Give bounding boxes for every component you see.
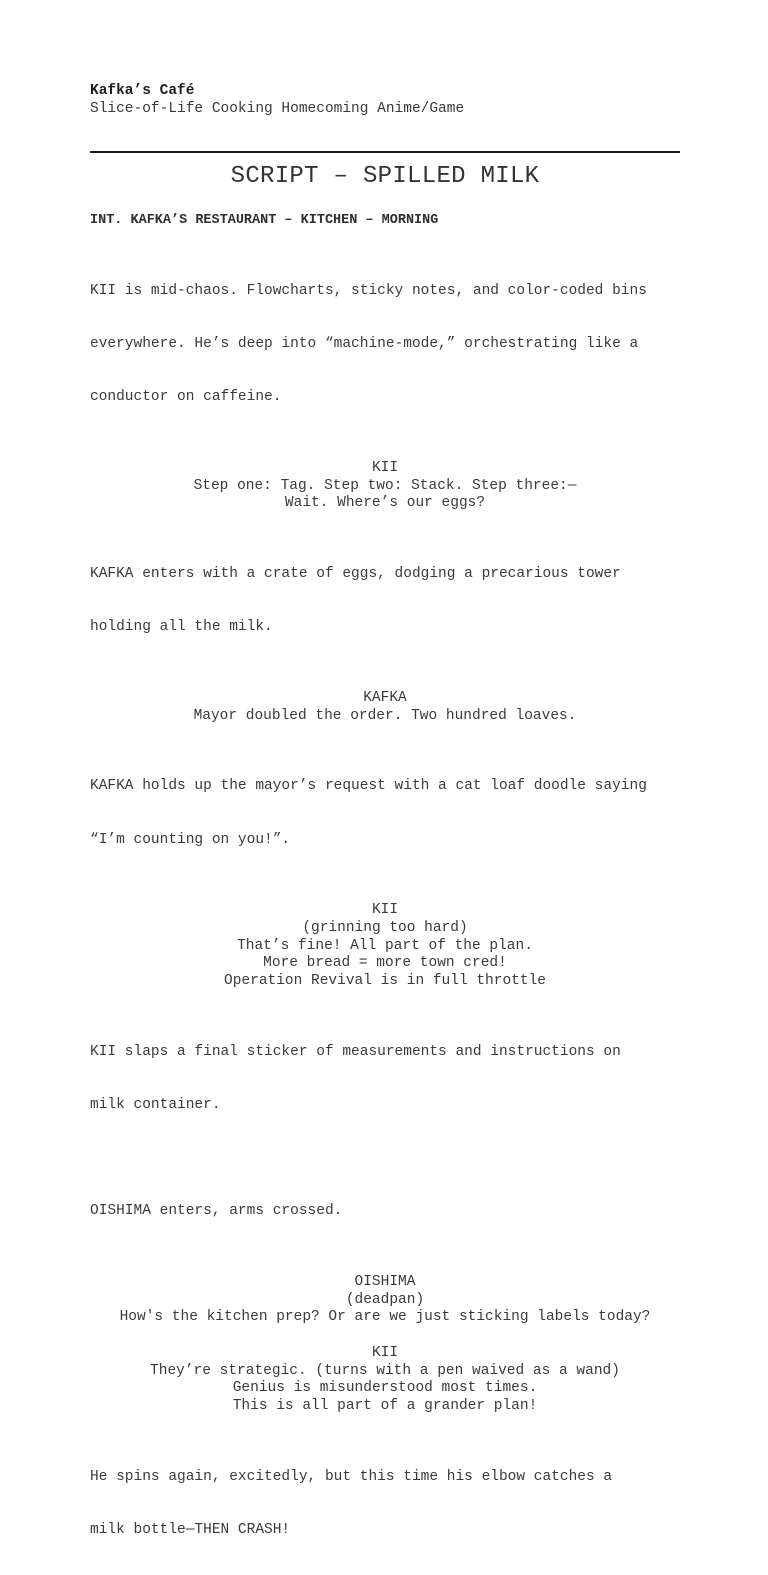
action-block <box>90 743 680 885</box>
dialogue-block <box>90 460 680 513</box>
scene-heading: INT. KAFKA’S RESTAURANT – KITCHEN – MORNING <box>90 213 439 228</box>
dialogue-line: This is all part of a grander plan! <box>232 1397 538 1414</box>
action-line: everywhere. He’s deep into “machine-mode,” orchestrating like a <box>90 335 639 352</box>
script-page <box>90 0 680 1538</box>
dialogue-line: Step one: Tag. Step two: Stack. Step three:— <box>193 477 577 494</box>
action-block <box>90 1433 680 1575</box>
action-line: OISHIMA enters, arms crossed. <box>90 1203 343 1220</box>
action-block <box>90 247 680 442</box>
project-title: Kafka’s Café <box>90 83 195 99</box>
dialogue-line: Genius is misunderstood most times. <box>232 1380 538 1397</box>
character-name: KAFKA <box>363 689 407 706</box>
script-body <box>90 212 680 1575</box>
dialogue-line: Mayor doubled the order. Two hundred loaves. <box>193 707 577 724</box>
dialogue-block <box>90 1274 680 1327</box>
dialogue-line: Operation Revival is in full throttle <box>224 973 546 990</box>
action-line: “I’m counting on you!”. <box>90 831 291 848</box>
action-line: holding all the milk. <box>90 619 273 636</box>
parenthetical: (deadpan) <box>345 1291 425 1308</box>
dialogue-line: More bread = more town cred! <box>263 955 507 972</box>
action-line: KAFKA enters with a crate of eggs, dodging a precarious tower <box>90 566 621 583</box>
action-line: milk container. <box>90 1097 221 1114</box>
action-line: KII is mid-chaos. Flowcharts, sticky notes, and color-coded bins <box>90 282 647 299</box>
character-name: OISHIMA <box>354 1274 416 1291</box>
project-subtitle: Slice-of-Life Cooking Homecoming Anime/Game <box>90 101 465 117</box>
script-title: SCRIPT – SPILLED MILK <box>230 163 540 190</box>
dialogue-block <box>90 902 680 991</box>
action-block <box>90 531 680 673</box>
dialogue-line: That’s fine! All part of the plan. <box>237 937 533 954</box>
document-header <box>90 82 464 118</box>
dialogue-line: How's the kitchen prep? Or are we just sticking labels today? <box>119 1309 651 1326</box>
action-line: conductor on caffeine. <box>90 389 282 406</box>
dialogue-line: Wait. Where’s our eggs? <box>284 495 486 512</box>
action-line: KII slaps a final sticker of measurements and instructions on <box>90 1043 621 1060</box>
character-name: KII <box>371 459 399 476</box>
action-line: KAFKA holds up the mayor’s request with a cat loaf doodle saying <box>90 778 647 795</box>
character-name: KII <box>371 902 399 919</box>
header-divider <box>90 151 680 153</box>
dialogue-block <box>90 1345 680 1416</box>
dialogue-line: They’re strategic. (turns with a pen waived as a wand) <box>150 1362 620 1379</box>
parenthetical: (grinning too hard) <box>302 920 468 937</box>
dialogue-block <box>90 690 680 725</box>
action-block <box>90 1009 680 1151</box>
action-block <box>90 1168 680 1257</box>
action-line: He spins again, excitedly, but this time his elbow catches a <box>90 1468 613 1485</box>
action-line: milk bottle—THEN CRASH! <box>90 1521 291 1538</box>
character-name: KII <box>371 1344 399 1361</box>
